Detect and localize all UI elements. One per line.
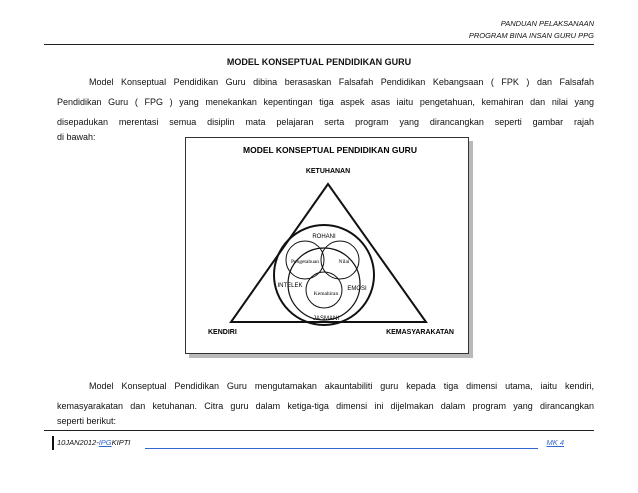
label-ketuhanan: KETUHANAN <box>305 168 351 175</box>
header-line-2: PROGRAM BINA INSAN GURU PPG <box>468 31 594 40</box>
label-kendiri: KENDIRI <box>208 329 237 336</box>
paragraph-2-line-1 <box>57 376 594 396</box>
paragraph-1-line-3: disepadukan merentasi semua disiplin mata pelajaran serta program yang dirancangkan seperti gambar rajah <box>57 117 594 127</box>
footer-code-suffix: KIPTI <box>111 438 131 447</box>
footer-code-ipg: IPG <box>98 438 112 447</box>
paragraph-2-line-3: seperti berikut: <box>57 416 117 426</box>
footer-document-code <box>57 438 130 447</box>
header-line-1: PANDUAN PELAKSANAAN <box>500 19 594 28</box>
label-intelek: INTELEK <box>277 283 303 289</box>
diagram-title: MODEL KONSEPTUAL PENDIDIKAN GURU <box>243 145 417 155</box>
footer-page-number: MK 4 <box>546 438 564 447</box>
label-emosi: EMOSI <box>347 286 367 292</box>
label-rohani: ROHANI <box>312 234 336 240</box>
conceptual-model-diagram <box>186 138 470 355</box>
footer-code-prefix: 10JAN2012- <box>57 438 99 447</box>
footer-bar <box>52 436 54 450</box>
footer-rule <box>44 430 594 431</box>
header-rule <box>44 44 594 45</box>
footer-underline <box>145 448 538 449</box>
label-jasmani: JASMANI <box>312 316 340 322</box>
dimension-triangle <box>231 184 426 322</box>
paragraph-1-line-4: di bawah: <box>57 132 96 142</box>
paragraph-2-line-1-text: Model Konseptual Pendidikan Guru mengutamakan akauntabiliti guru kepada tiga dimensi utama, iaitu kendiri, <box>89 381 594 391</box>
paragraph-1-line-1 <box>57 72 594 92</box>
kemahiran-circle <box>306 272 342 308</box>
paragraph-2-line-2: kemasyarakatan dan ketuhanan. Citra guru dalam ketiga-tiga dimensi ini dijelmakan dalam program yang dirancangkan <box>57 401 594 411</box>
diagram-figure <box>185 137 469 354</box>
paragraph-1-line-1-text: Model Konseptual Pendidikan Guru dibina berasaskan Falsafah Pendidikan Kebangsaan ( FPK ) dan Falsafah <box>89 77 594 87</box>
label-pengetahuan: Pengetahuan <box>290 259 320 265</box>
label-kemasyarakatan: KEMASYARAKATAN <box>386 329 454 336</box>
label-nilai: Nilai <box>338 259 350 265</box>
label-kemahiran: Kemahiran <box>313 291 339 297</box>
paragraph-1-line-2: Pendidikan Guru ( FPG ) yang menekankan kepentingan tiga aspek asas iaitu pengetahuan, kemahiran dan nilai yang <box>57 97 594 107</box>
page-title: MODEL KONSEPTUAL PENDIDIKAN GURU <box>226 57 412 67</box>
